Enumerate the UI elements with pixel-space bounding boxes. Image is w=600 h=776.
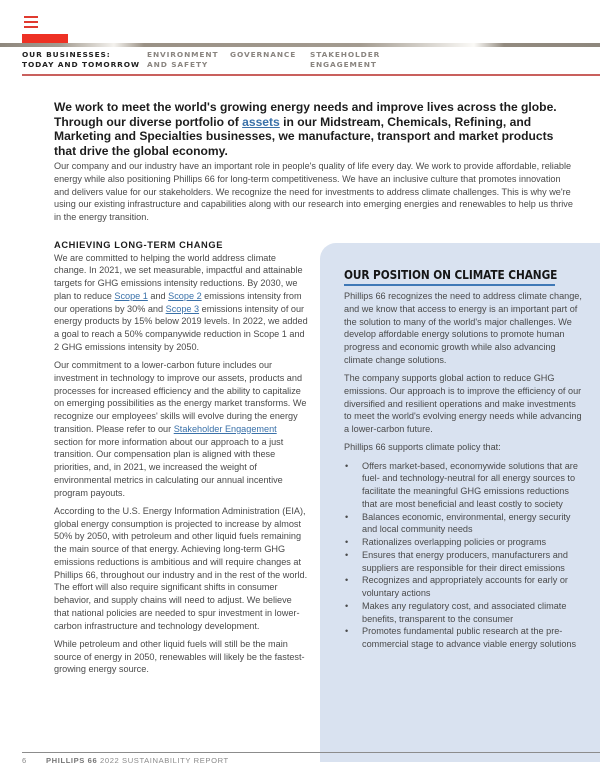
header-divider-bar [0,43,600,47]
policy-list-item [344,536,584,549]
climate-position-panel [320,243,600,762]
policy-text: Makes any regulatory cost, and associated climate benefits, transparent to the consumer [362,600,567,624]
nav-environment-and-safety[interactable] [147,50,218,70]
scope-1-link[interactable]: Scope 1 [114,290,148,301]
assets-link[interactable]: assets [242,114,280,129]
section-heading: ACHIEVING LONG-TERM CHANGE [54,240,223,250]
panel-paragraph: Phillips 66 recognizes the need to address climate change, and we know that access to energy is an important part of the solution to many of the world's major challenges. We develop affordable energy solutions to promote human progress and economic growth while also advancing climate change solutions. [344,291,582,365]
nav-our-businesses[interactable] [22,50,140,70]
scope-3-link[interactable]: Scope 3 [165,303,200,314]
nav-label-line2: TODAY AND TOMORROW [22,60,140,69]
paragraph-renewables: While petroleum and other liquid fuels will still be the main source of energy in 2050, renewables will likely be the fastest-growing energy source. [54,638,305,675]
nav-label-line1: STAKEHOLDER [310,50,381,59]
bullet-icon: • [345,549,349,560]
policy-list-item [344,600,584,626]
policy-text: Promotes fundamental public research at the pre-commercial stage to advance viable energy solutions [362,626,577,649]
text: and [147,290,169,301]
nav-label-line2: AND SAFETY [147,60,209,69]
left-column [54,239,308,682]
intro-paragraph: Our company and our industry have an important role in people's quality of life every day. We work to provide affordable, reliable energy while also positioning Phillips 66 for long-term competitiveness. We have an inclusive culture that promotes innovation and delivers value for our stakeholders. We recognize the need for investments to address climate challenges. This is why we're using our existing infrastructure and capabilities along with our research into emerging energies and renewables to help us thrive in the energy transition. [54,161,573,223]
nav-label-line2: ENGAGEMENT [310,60,377,69]
paragraph-commitment [54,359,308,499]
text: We are committed to helping the world address climate change. In 2021, we set measurable, impactful and attainable targets for GHG emissions intensity reductions. By 2030, we plan to reduce [54,252,303,301]
menu-line [24,16,38,18]
bullet-icon: • [345,460,349,471]
policy-text: Balances economic, environmental, energy security and local community needs [362,511,571,535]
hamburger-menu-icon[interactable] [24,16,38,28]
panel-title-underline [344,284,555,286]
panel-content [344,290,584,651]
text: Our commitment to a lower-carbon future includes our investment in technology to improve our assets, products and processes for increased efficiency and the ability to capitalize on emerging possibilities as the energy market transforms. We recognize our employees' skills will evolve during the energy transition. Please refer to our [54,360,307,434]
policy-list-item [344,625,584,651]
bullet-icon: • [345,626,349,637]
paragraph-targets [54,252,308,354]
page-footer [22,756,229,765]
bullet-icon: • [345,600,349,611]
policy-list-item [344,549,584,575]
policy-text: Rationalizes overlapping policies or programs [362,537,547,547]
policy-list-item [344,511,584,537]
lead-text: We work to meet the world's growing energy needs and improve lives across the globe. Through our diverse portfolio of [54,100,557,129]
bullet-icon: • [345,537,349,547]
nav-stakeholder-engagement[interactable] [310,50,380,70]
policy-text: Recognizes and appropriately accounts for early or voluntary actions [362,575,568,598]
panel-paragraph: Phillips 66 supports climate policy that: [344,442,501,453]
page-number: 6 [22,756,27,765]
footer-report-title: 2022 SUSTAINABILITY REPORT [97,756,229,765]
policy-list-item [344,460,584,511]
menu-line [24,21,38,23]
lead-paragraph [54,100,574,158]
footer-brand: PHILLIPS 66 [46,756,98,765]
menu-line [24,26,38,28]
panel-paragraph: The company supports global action to reduce GHG emissions. Our approach is to improve the efficiency of our diversified and resilient operations and make investments to meet the world's evolving energy needs while advancing a lower-carbon future. [344,373,582,434]
nav-label-line1: OUR BUSINESSES: [22,50,111,59]
bullet-icon: • [345,511,349,522]
lead-text: in our Midstream, Chemicals, Refining, and Marketing and Specialties businesses, we manufacture, transport and market products that drive the global economy. [54,114,554,158]
footer-rule [22,752,600,753]
nav-label-line1: ENVIRONMENT [147,50,219,59]
panel-title: OUR POSITION ON CLIMATE CHANGE [344,268,558,282]
paragraph-eia: According to the U.S. Energy Information Administration (EIA), global energy consumption is projected to increase by almost 50% by 2050, with petroleum and other liquid fuels remaining the main source of that energy. Achieving long-term GHG emissions reductions is ambitious and will require changes at Phillips 66, throughout our industry and in the rest of the world. The effort will also require significant shifts in consumer behavior, and supply chains will need to adjust. We believe that national policies are needed to spur investment in lower-carbon infrastructure and technology development. [54,505,308,631]
policy-text: Ensures that energy producers, manufacturers and suppliers are responsible for their direct emissions [362,549,568,573]
policy-text: Offers market-based, economywide solutions that are fuel- and technology-neutral for all energy sources to facilitate the meaningful GHG emissions reductions that are most beneficial and least costly to society [362,460,578,509]
text: section for more information about our approach to a just transition. Our compensation plan is aligned with these priorities, and, in 2021, we increased the weight of environmental metrics in calculating our annual incentive program payouts. [54,436,284,498]
stakeholder-engagement-link[interactable]: Stakeholder Engagement [173,423,277,434]
scope-2-link[interactable]: Scope 2 [168,290,202,301]
text: emissions intensity from our operations by 30% and [54,290,302,314]
policy-list [344,460,584,651]
nav-underline-rule [22,74,600,76]
policy-list-item [344,574,584,600]
nav-governance[interactable] [230,50,296,60]
text: emissions intensity of our energy products by 15% below 2019 levels. In 2022, we added a goal to reach a 50% companywide reduction in Scope 1 and 2 GHG emissions intensity by 2050. [54,303,308,352]
bullet-icon: • [345,575,349,586]
nav-label-line1: GOVERNANCE [230,50,297,59]
